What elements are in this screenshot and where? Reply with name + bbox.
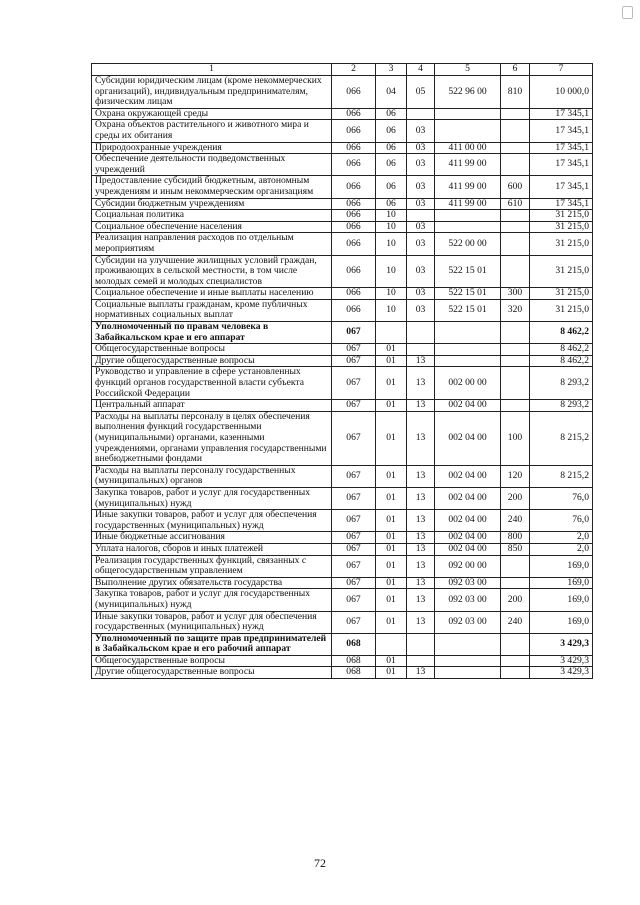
- row-subsection: [407, 322, 435, 344]
- row-subsection: 03: [407, 142, 435, 154]
- row-subsection: [407, 210, 435, 222]
- row-name: Расходы на выплаты персоналу в целях обеспечения выполнения функций государственными (муниципальными) органами, казенными учреждениями, органами управления государственными внебюджетными фондами: [92, 411, 332, 465]
- row-subsection: 13: [407, 577, 435, 589]
- table-row: [92, 589, 593, 611]
- row-expense-type: 240: [501, 611, 530, 633]
- row-section: 01: [376, 577, 407, 589]
- row-section: 01: [376, 555, 407, 577]
- row-expense-type: [501, 233, 530, 255]
- row-ministry-code: 067: [332, 411, 376, 465]
- row-name: Иные закупки товаров, работ и услуг для обеспечения государственных (муниципальных) нужд: [92, 510, 332, 532]
- table-row: [92, 142, 593, 154]
- row-section: [376, 322, 407, 344]
- row-section: 01: [376, 367, 407, 400]
- table-row: [92, 108, 593, 120]
- row-section: 10: [376, 288, 407, 300]
- row-name: Расходы на выплаты персоналу государственных (муниципальных) органов: [92, 465, 332, 487]
- table-row: [92, 367, 593, 400]
- row-subsection: 03: [407, 233, 435, 255]
- row-amount: 31 215,0: [530, 210, 593, 222]
- header-col-7: 7: [530, 64, 593, 76]
- row-amount: 8 215,2: [530, 411, 593, 465]
- corner-mark: [622, 6, 633, 19]
- row-amount: 76,0: [530, 487, 593, 509]
- row-name: Охрана объектов растительного и животного мира и среды их обитания: [92, 120, 332, 142]
- row-target-code: 002 04 00: [435, 510, 501, 532]
- row-target-code: [435, 108, 501, 120]
- row-expense-type: [501, 400, 530, 412]
- row-section: 01: [376, 655, 407, 667]
- row-target-code: 522 15 01: [435, 255, 501, 288]
- header-col-3: 3: [376, 64, 407, 76]
- row-expense-type: [501, 221, 530, 233]
- row-ministry-code: 066: [332, 154, 376, 176]
- row-amount: 17 345,1: [530, 198, 593, 210]
- row-name: Обеспечение деятельности подведомственных учреждений: [92, 154, 332, 176]
- table-row: [92, 344, 593, 356]
- row-name: Закупка товаров, работ и услуг для государственных (муниципальных) нужд: [92, 487, 332, 509]
- header-col-4: 4: [407, 64, 435, 76]
- row-expense-type: [501, 142, 530, 154]
- row-section: 01: [376, 355, 407, 367]
- row-subsection: 03: [407, 299, 435, 321]
- row-ministry-code: 067: [332, 487, 376, 509]
- row-ministry-code: 067: [332, 322, 376, 344]
- row-target-code: 522 15 01: [435, 288, 501, 300]
- row-name: Иные бюджетные ассигнования: [92, 532, 332, 544]
- row-ministry-code: 067: [332, 355, 376, 367]
- row-ministry-code: 066: [332, 108, 376, 120]
- table-row: [92, 577, 593, 589]
- row-ministry-code: 067: [332, 510, 376, 532]
- row-expense-type: 100: [501, 411, 530, 465]
- row-amount: 8 293,2: [530, 367, 593, 400]
- table-row: [92, 555, 593, 577]
- row-name: Предоставление субсидий бюджетным, автономным учреждениям и иным некоммерческим организациям: [92, 176, 332, 198]
- row-ministry-code: 067: [332, 532, 376, 544]
- row-section: 04: [376, 76, 407, 109]
- row-target-code: 411 99 00: [435, 198, 501, 210]
- row-ministry-code: 067: [332, 400, 376, 412]
- row-name: Охрана окружающей среды: [92, 108, 332, 120]
- row-section: 06: [376, 142, 407, 154]
- row-name: Социальное обеспечение населения: [92, 221, 332, 233]
- row-name: Социальное обеспечение и иные выплаты населению: [92, 288, 332, 300]
- row-amount: 31 215,0: [530, 221, 593, 233]
- row-section: 06: [376, 154, 407, 176]
- row-expense-type: 610: [501, 198, 530, 210]
- row-ministry-code: 067: [332, 555, 376, 577]
- row-ministry-code: 067: [332, 611, 376, 633]
- row-name: Общегосударственные вопросы: [92, 344, 332, 356]
- row-subsection: 03: [407, 288, 435, 300]
- row-subsection: 13: [407, 555, 435, 577]
- row-expense-type: [501, 108, 530, 120]
- row-expense-type: 320: [501, 299, 530, 321]
- row-amount: 17 345,1: [530, 176, 593, 198]
- table-row: [92, 233, 593, 255]
- row-subsection: 03: [407, 154, 435, 176]
- row-ministry-code: 067: [332, 465, 376, 487]
- row-target-code: 411 99 00: [435, 176, 501, 198]
- row-target-code: 522 15 01: [435, 299, 501, 321]
- row-amount: 169,0: [530, 577, 593, 589]
- row-subsection: 03: [407, 221, 435, 233]
- table-row: [92, 176, 593, 198]
- row-subsection: 13: [407, 465, 435, 487]
- row-expense-type: [501, 667, 530, 679]
- row-ministry-code: 068: [332, 655, 376, 667]
- row-target-code: 092 03 00: [435, 611, 501, 633]
- row-subsection: 03: [407, 198, 435, 210]
- row-ministry-code: 066: [332, 210, 376, 222]
- row-amount: 8 462,2: [530, 355, 593, 367]
- row-section: 01: [376, 510, 407, 532]
- table-row: [92, 510, 593, 532]
- row-amount: 3 429,3: [530, 633, 593, 655]
- row-section: 10: [376, 210, 407, 222]
- row-subsection: 13: [407, 611, 435, 633]
- row-ministry-code: 066: [332, 120, 376, 142]
- row-section: 01: [376, 589, 407, 611]
- table-row: [92, 210, 593, 222]
- row-name: Выполнение других обязательств государства: [92, 577, 332, 589]
- header-col-1: 1: [92, 64, 332, 76]
- row-name: Другие общегосударственные вопросы: [92, 355, 332, 367]
- row-name: Центральный аппарат: [92, 400, 332, 412]
- table-row: [92, 120, 593, 142]
- row-name: Социальная политика: [92, 210, 332, 222]
- row-amount: 8 293,2: [530, 400, 593, 412]
- row-target-code: [435, 633, 501, 655]
- row-ministry-code: 066: [332, 233, 376, 255]
- row-expense-type: 120: [501, 465, 530, 487]
- header-col-6: 6: [501, 64, 530, 76]
- row-expense-type: [501, 120, 530, 142]
- row-target-code: 522 96 00: [435, 76, 501, 109]
- row-name: Уполномоченный по правам человека в Забайкальском крае и его аппарат: [92, 322, 332, 344]
- row-section: 10: [376, 233, 407, 255]
- row-amount: 17 345,1: [530, 108, 593, 120]
- row-target-code: 002 04 00: [435, 532, 501, 544]
- table-row: [92, 487, 593, 509]
- row-ministry-code: 066: [332, 299, 376, 321]
- row-expense-type: 800: [501, 532, 530, 544]
- row-amount: 17 345,1: [530, 154, 593, 176]
- row-target-code: 092 03 00: [435, 589, 501, 611]
- row-ministry-code: 068: [332, 633, 376, 655]
- header-col-5: 5: [435, 64, 501, 76]
- row-amount: 31 215,0: [530, 255, 593, 288]
- row-expense-type: [501, 577, 530, 589]
- row-name: Реализация государственных функций, связанных с общегосударственным управлением: [92, 555, 332, 577]
- row-ministry-code: 066: [332, 288, 376, 300]
- row-amount: 17 345,1: [530, 142, 593, 154]
- row-expense-type: 300: [501, 288, 530, 300]
- table-row: [92, 532, 593, 544]
- row-name: Руководство и управление в сфере установленных функций органов государственной власти субъекта Российской Федерации: [92, 367, 332, 400]
- row-target-code: [435, 221, 501, 233]
- row-subsection: 13: [407, 411, 435, 465]
- row-target-code: 092 03 00: [435, 577, 501, 589]
- row-target-code: 002 04 00: [435, 465, 501, 487]
- row-section: 10: [376, 221, 407, 233]
- row-amount: 2,0: [530, 543, 593, 555]
- row-subsection: [407, 633, 435, 655]
- row-expense-type: 200: [501, 487, 530, 509]
- row-ministry-code: 066: [332, 142, 376, 154]
- row-ministry-code: 066: [332, 176, 376, 198]
- row-subsection: 13: [407, 355, 435, 367]
- row-target-code: [435, 120, 501, 142]
- row-subsection: 05: [407, 76, 435, 109]
- row-name: Реализация направления расходов по отдельным мероприятиям: [92, 233, 332, 255]
- row-expense-type: [501, 655, 530, 667]
- row-expense-type: [501, 633, 530, 655]
- table-row: [92, 667, 593, 679]
- row-ministry-code: 066: [332, 255, 376, 288]
- row-name: Закупка товаров, работ и услуг для государственных (муниципальных) нужд: [92, 589, 332, 611]
- row-amount: 17 345,1: [530, 120, 593, 142]
- row-section: 06: [376, 198, 407, 210]
- table-row: [92, 655, 593, 667]
- row-ministry-code: 067: [332, 577, 376, 589]
- row-target-code: 411 00 00: [435, 142, 501, 154]
- row-expense-type: [501, 344, 530, 356]
- row-name: Уполномоченный по защите прав предпринимателей в Забайкальском крае и его рабочий аппарат: [92, 633, 332, 655]
- row-target-code: 411 99 00: [435, 154, 501, 176]
- row-expense-type: [501, 154, 530, 176]
- row-subsection: [407, 655, 435, 667]
- row-name: Субсидии юридическим лицам (кроме некоммерческих организаций), индивидуальным предпринимателям, физическим лицам: [92, 76, 332, 109]
- row-ministry-code: 067: [332, 344, 376, 356]
- row-amount: 3 429,3: [530, 655, 593, 667]
- row-amount: 8 462,2: [530, 344, 593, 356]
- row-amount: 169,0: [530, 611, 593, 633]
- row-name: Уплата налогов, сборов и иных платежей: [92, 543, 332, 555]
- table-row: [92, 411, 593, 465]
- row-target-code: [435, 355, 501, 367]
- row-subsection: 13: [407, 667, 435, 679]
- row-target-code: 002 04 00: [435, 543, 501, 555]
- row-target-code: 002 00 00: [435, 367, 501, 400]
- row-expense-type: [501, 322, 530, 344]
- row-ministry-code: 068: [332, 667, 376, 679]
- row-subsection: 03: [407, 120, 435, 142]
- table-row: [92, 611, 593, 633]
- row-amount: 8 215,2: [530, 465, 593, 487]
- row-expense-type: [501, 367, 530, 400]
- row-amount: 8 462,2: [530, 322, 593, 344]
- row-subsection: [407, 344, 435, 356]
- row-amount: 169,0: [530, 555, 593, 577]
- row-target-code: 002 04 00: [435, 411, 501, 465]
- table-row: [92, 154, 593, 176]
- row-target-code: [435, 210, 501, 222]
- table-row: [92, 288, 593, 300]
- table-row: [92, 355, 593, 367]
- header-col-2: 2: [332, 64, 376, 76]
- table-header: [92, 64, 593, 76]
- row-target-code: 522 00 00: [435, 233, 501, 255]
- row-expense-type: [501, 355, 530, 367]
- table-row: [92, 255, 593, 288]
- row-expense-type: 810: [501, 76, 530, 109]
- row-target-code: [435, 322, 501, 344]
- row-section: 01: [376, 465, 407, 487]
- row-subsection: [407, 108, 435, 120]
- row-amount: 3 429,3: [530, 667, 593, 679]
- row-ministry-code: 066: [332, 221, 376, 233]
- row-section: 06: [376, 176, 407, 198]
- row-ministry-code: 066: [332, 198, 376, 210]
- row-subsection: 03: [407, 255, 435, 288]
- row-expense-type: 240: [501, 510, 530, 532]
- row-section: 01: [376, 411, 407, 465]
- row-target-code: [435, 655, 501, 667]
- row-subsection: 13: [407, 510, 435, 532]
- row-section: 01: [376, 543, 407, 555]
- row-section: 10: [376, 255, 407, 288]
- row-ministry-code: 066: [332, 76, 376, 109]
- row-name: Природоохранные учреждения: [92, 142, 332, 154]
- row-subsection: 13: [407, 532, 435, 544]
- row-target-code: 092 00 00: [435, 555, 501, 577]
- row-subsection: 13: [407, 487, 435, 509]
- row-name: Социальные выплаты гражданам, кроме публичных нормативных социальных выплат: [92, 299, 332, 321]
- table-row: [92, 299, 593, 321]
- row-section: 01: [376, 667, 407, 679]
- row-amount: 169,0: [530, 589, 593, 611]
- row-name: Субсидии бюджетным учреждениям: [92, 198, 332, 210]
- row-subsection: 13: [407, 589, 435, 611]
- table-row: [92, 198, 593, 210]
- table-row: [92, 633, 593, 655]
- row-target-code: 002 04 00: [435, 487, 501, 509]
- row-section: 01: [376, 487, 407, 509]
- row-section: 01: [376, 611, 407, 633]
- header-row: [92, 64, 593, 76]
- budget-table: [91, 63, 593, 679]
- row-name: Общегосударственные вопросы: [92, 655, 332, 667]
- row-name: Другие общегосударственные вопросы: [92, 667, 332, 679]
- row-section: 06: [376, 108, 407, 120]
- row-section: 06: [376, 120, 407, 142]
- table-row: [92, 400, 593, 412]
- row-expense-type: 850: [501, 543, 530, 555]
- row-name: Субсидии на улучшение жилищных условий граждан, проживающих в сельской местности, в том числе молодых семей и молодых специалистов: [92, 255, 332, 288]
- row-amount: 31 215,0: [530, 288, 593, 300]
- table-body: [92, 76, 593, 679]
- table-row: [92, 543, 593, 555]
- row-amount: 76,0: [530, 510, 593, 532]
- table-row: [92, 465, 593, 487]
- row-expense-type: [501, 255, 530, 288]
- row-section: 01: [376, 344, 407, 356]
- row-ministry-code: 067: [332, 589, 376, 611]
- row-expense-type: 200: [501, 589, 530, 611]
- row-subsection: 13: [407, 367, 435, 400]
- row-target-code: [435, 667, 501, 679]
- row-section: 01: [376, 400, 407, 412]
- row-expense-type: [501, 555, 530, 577]
- row-subsection: 13: [407, 543, 435, 555]
- table-row: [92, 322, 593, 344]
- row-expense-type: 600: [501, 176, 530, 198]
- row-subsection: 03: [407, 176, 435, 198]
- row-amount: 10 000,0: [530, 76, 593, 109]
- row-amount: 31 215,0: [530, 299, 593, 321]
- row-section: [376, 633, 407, 655]
- row-target-code: 002 04 00: [435, 400, 501, 412]
- row-ministry-code: 067: [332, 367, 376, 400]
- row-name: Иные закупки товаров, работ и услуг для обеспечения государственных (муниципальных) нужд: [92, 611, 332, 633]
- table-row: [92, 221, 593, 233]
- row-section: 01: [376, 532, 407, 544]
- row-ministry-code: 067: [332, 543, 376, 555]
- row-expense-type: [501, 210, 530, 222]
- row-section: 10: [376, 299, 407, 321]
- table-row: [92, 76, 593, 109]
- row-amount: 31 215,0: [530, 233, 593, 255]
- row-amount: 2,0: [530, 532, 593, 544]
- row-target-code: [435, 344, 501, 356]
- page-number: 72: [314, 856, 326, 870]
- row-subsection: 13: [407, 400, 435, 412]
